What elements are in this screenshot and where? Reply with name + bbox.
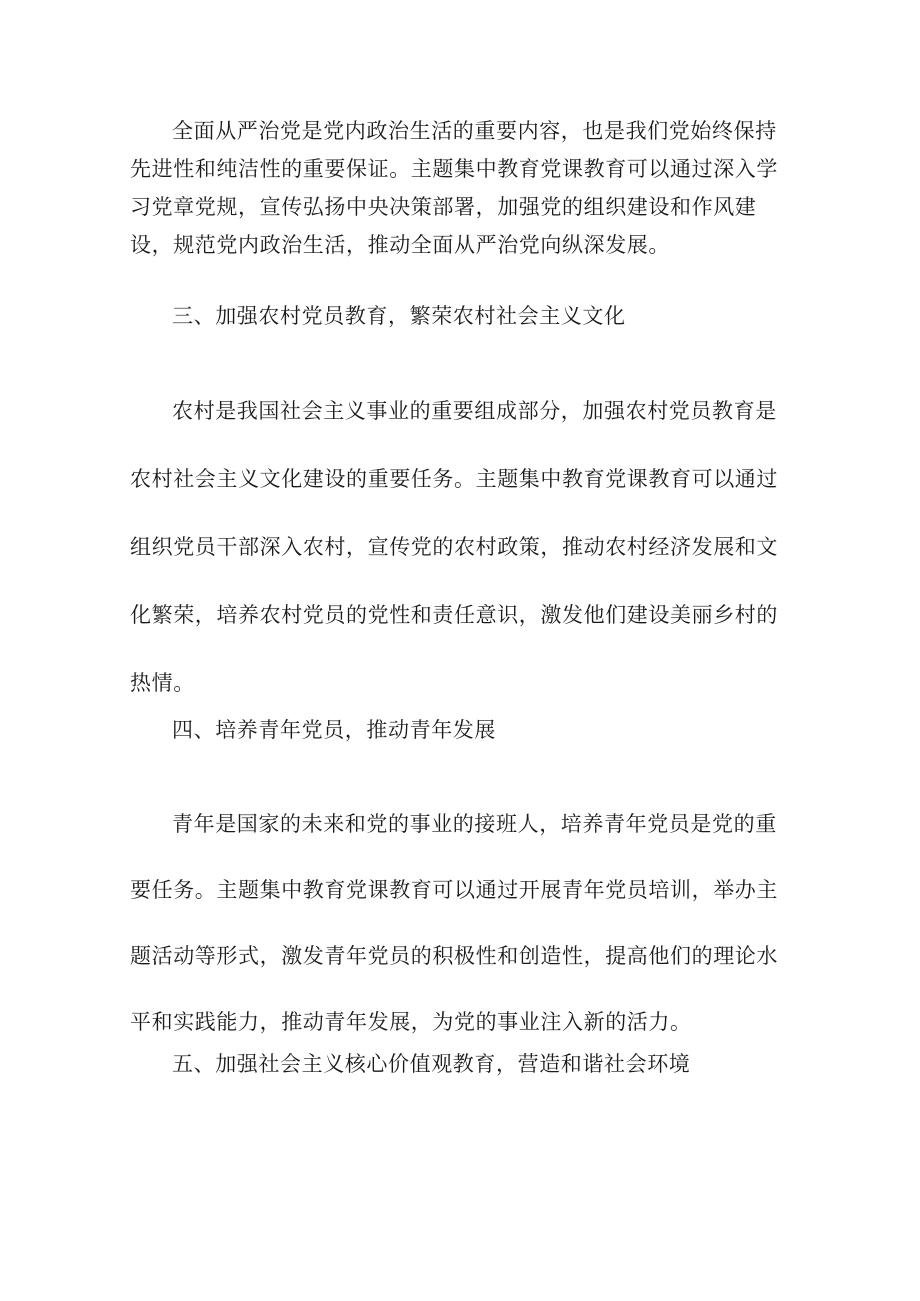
paragraph-rural-education: 农村是我国社会主义事业的重要组成部分，加强农村党员教育是农村社会主义文化建设的重要任务。主题集中教育党课教育可以通过组织党员干部深入农村，宣传党的农村政策，推动农村经济发展和文化繁荣，培养农村党员的党性和责任意识，激发他们建设美丽乡村的热情。: [130, 399, 778, 695]
section-heading-5: 五、加强社会主义核心价值观教育，营造和谐社会环境: [172, 1052, 691, 1076]
paragraph-youth-members: 青年是国家的未来和党的事业的接班人，培养青年党员是党的重要任务。主题集中教育党课教育可以通过开展青年党员培训，举办主题活动等形式，激发青年党员的积极性和创造性，提高他们的理论水平和实践能力，推动青年发展，为党的事业注入新的活力。: [130, 812, 778, 1034]
section-heading-3: 三、加强农村党员教育，繁荣农村社会主义文化: [172, 304, 626, 328]
section-heading-4: 四、培养青年党员，推动青年发展: [172, 718, 496, 742]
paragraph-strict-governance: 全面从严治党是党内政治生活的重要内容，也是我们党始终保持先进性和纯洁性的重要保证。主题集中教育党课教育可以通过深入学习党章党规，宣传弘扬中央决策部署，加强党的组织建设和作风建设，规范党内政治生活，推动全面从严治党向纵深发展。: [130, 119, 778, 257]
